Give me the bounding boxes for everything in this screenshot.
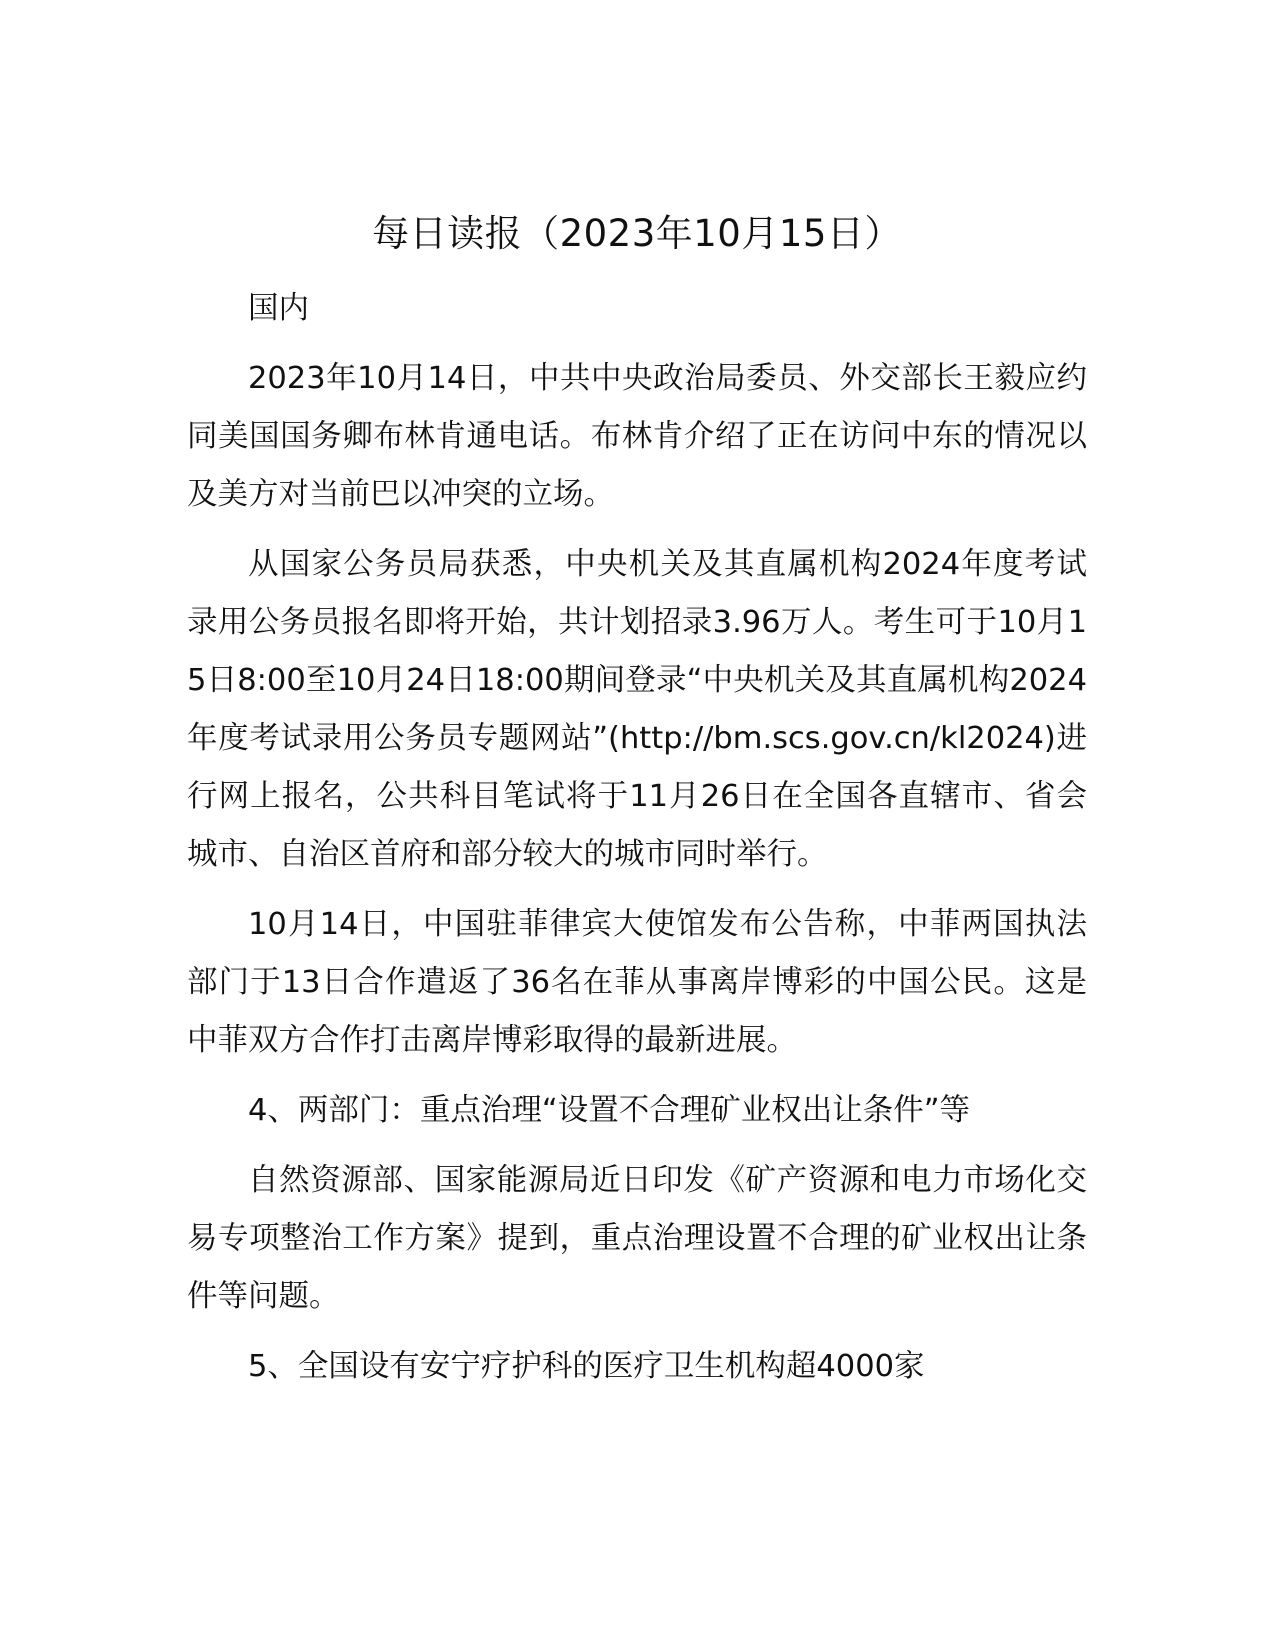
news-heading-hospice-care: 5、全国设有安宁疗护科的医疗卫生机构超4000家	[248, 1349, 925, 1385]
paragraph-mineral-power-market: 自然资源部、国家能源局近日印发《矿产资源和电力市场化交易专项整治工作方案》提到，重点治理设置不合理的矿业权出让条件等问题。	[187, 1163, 1087, 1315]
paragraph-philippines-repatriation: 10月14日，中国驻菲律宾大使馆发布公告称，中菲两国执法部门于13日合作遣返了36名在菲从事离岸博彩的中国公民。这是中菲双方合作打击离岸博彩取得的最新进展。	[187, 907, 1087, 1059]
section-heading-domestic: 国内	[248, 291, 309, 327]
document-title: 每日读报（2023年10月15日）	[372, 212, 902, 255]
paragraph-wangyi-blinken-call: 2023年10月14日，中共中央政治局委员、外交部长王毅应约同美国国务卿布林肯通电话。布林肯介绍了正在访问中东的情况以及美方对当前巴以冲突的立场。	[187, 361, 1087, 513]
paragraph-civil-service-exam: 从国家公务员局获悉，中央机关及其直属机构2024年度考试录用公务员报名即将开始，共计划招录3.96万人。考生可于10月15日8:00至10月24日18:00期间登录“中央机关及其直属机构2024年度考试录用公务员专题网站”(http://bm.scs.gov.cn/kl2024)进行网上报名，公共科目笔试将于11月26日在全国各直辖市、省会城市、自治区首府和部分较大的城市同时举行。	[187, 547, 1087, 873]
document-page	[187, 210, 1087, 1408]
news-heading-mining-rights: 4、两部门：重点治理“设置不合理矿业权出让条件”等	[248, 1093, 971, 1129]
